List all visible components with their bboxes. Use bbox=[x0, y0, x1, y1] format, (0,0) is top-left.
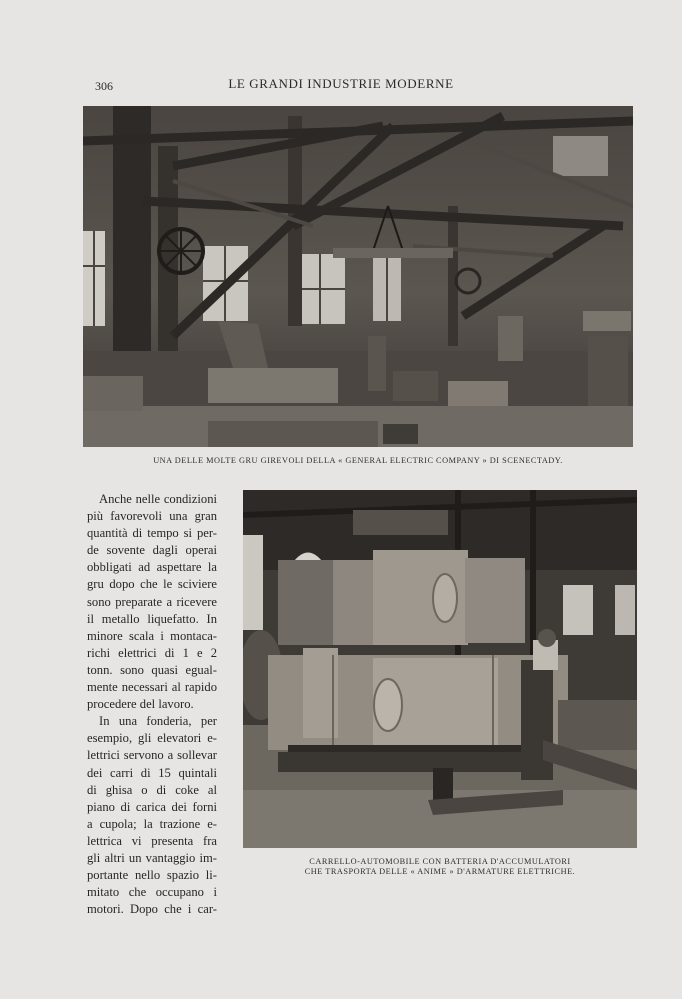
text-line: obbligati ad aspettare la bbox=[87, 560, 217, 575]
text-line: mitato che occupano i bbox=[87, 885, 217, 900]
text-line: sono preparate a ricevere bbox=[87, 594, 217, 609]
text-line: dei carri di 15 quintali bbox=[87, 765, 217, 780]
text-line: tonn. sono quasi egual- bbox=[87, 662, 217, 677]
text-line: procedere del lavoro. bbox=[87, 697, 194, 712]
battery-cart-photo bbox=[243, 490, 637, 848]
text-line: mente necessari al rapido bbox=[87, 680, 217, 695]
text-line: portante nello spazio li- bbox=[87, 868, 217, 883]
text-line: minore scala i montaca- bbox=[87, 628, 217, 643]
figure-caption bbox=[243, 857, 637, 877]
crane-factory-photo bbox=[83, 106, 633, 447]
text-line: lettrica vi presenta fra bbox=[87, 833, 217, 848]
text-line: lettrici servono a sollevar bbox=[87, 748, 217, 763]
text-line: gru dopo che le sciviere bbox=[87, 577, 217, 592]
text-line: In una fonderia, per bbox=[99, 714, 217, 729]
caption-line: CHE TRASPORTA DELLE « ANIME » D'ARMATURE ELETTRICHE. bbox=[304, 867, 576, 876]
text-line: piano di carica dei forni bbox=[87, 799, 217, 814]
text-line: il metallo liquefatto. In bbox=[87, 611, 217, 626]
text-line: de sovente dagli operai bbox=[87, 543, 217, 558]
text-line: richi elettrici di 1 e 2 bbox=[87, 645, 217, 660]
text-line: più favorevoli una gran bbox=[87, 509, 217, 524]
body-text-column bbox=[87, 491, 217, 918]
caption-line: CARRELLO-AUTOMOBILE CON BATTERIA D'ACCUMULATORI bbox=[309, 857, 571, 866]
running-title: LE GRANDI INDUSTRIE MODERNE bbox=[228, 76, 454, 91]
text-line: quantità di tempo si per- bbox=[87, 526, 217, 541]
figure-caption: UNA DELLE MOLTE GRU GIREVOLI DELLA « GENERAL ELECTRIC COMPANY » DI SCENECTADY. bbox=[153, 456, 563, 465]
text-line: gli altri un vantaggio im- bbox=[87, 850, 217, 865]
text-line: motori. Dopo che i car- bbox=[87, 902, 217, 917]
text-line: di ghisa o di coke al bbox=[87, 782, 217, 797]
text-line: a cupola; la trazione e- bbox=[87, 816, 217, 831]
page-number: 306 bbox=[95, 79, 113, 93]
text-line: Anche nelle condizioni bbox=[99, 492, 217, 506]
text-line: esempio, gli elevatori e- bbox=[87, 731, 217, 746]
